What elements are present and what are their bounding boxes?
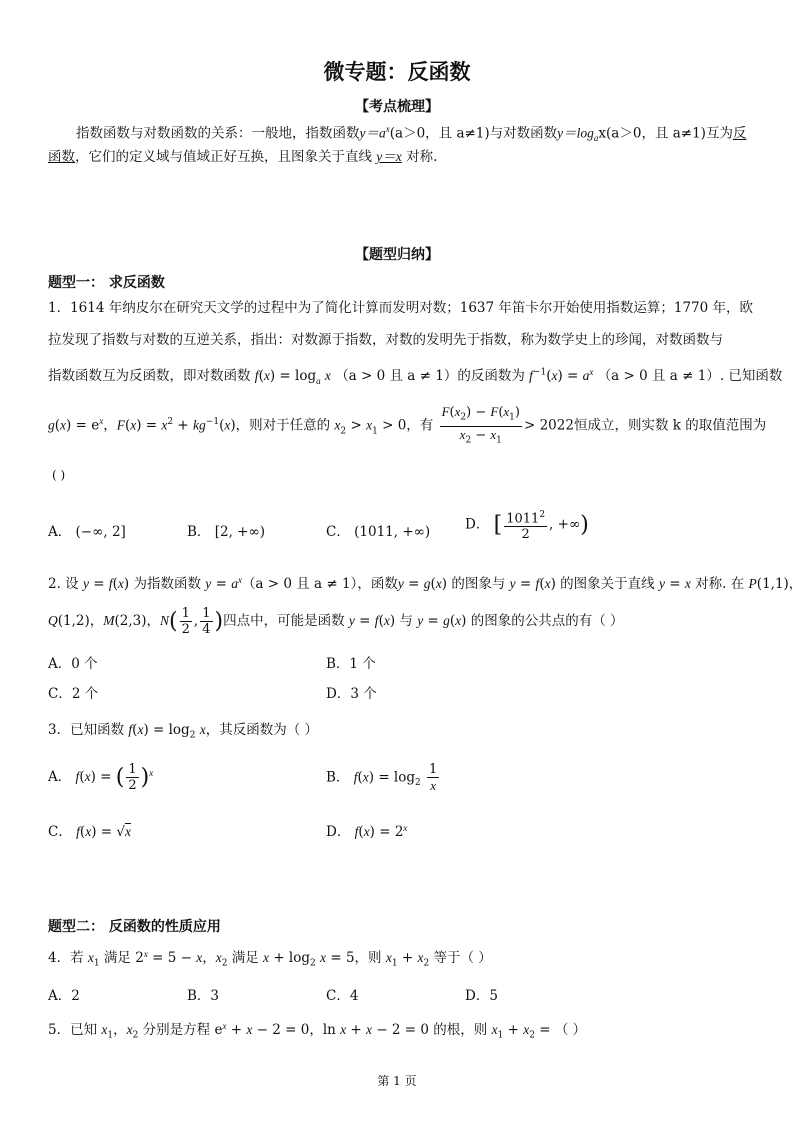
q2-option-c[interactable]: C．2 个: [48, 686, 99, 702]
page-title: 微专题：反函数: [323, 60, 471, 84]
q1-option-d[interactable]: D． [ $\frac{1011^2}{2}$ , +∞): [465, 510, 589, 543]
q3-option-c[interactable]: C． f(x) = √x: [48, 824, 131, 840]
q1-option-c[interactable]: C． (1011, +∞): [326, 524, 431, 540]
q4-option-d[interactable]: D．5: [465, 988, 498, 1004]
q1-line-4: $g(x) = e^x$，$F(x) = x^2 + kg^{-1}(x)$，则对于任意的 $x_2 > x_1 > 0$，有 $\frac{F(x_2) - F(x_1)}{x_2 - x_1}$ > 2022恒成立，则实数 k 的取值范围为: [48, 404, 767, 446]
q2-option-a[interactable]: A．0 个: [48, 656, 98, 672]
q2-option-b[interactable]: B．1 个: [326, 656, 376, 672]
q5-stem: 5．已知 $x_1$，$x_2$ 分别是方程 $e^x + x - 2 = 0$，ln x + x − 2 = 0 的根，则 $x_1 + x_2$ = （ ）: [48, 1020, 587, 1041]
q2-line-1: 2. 设 y = f(x) 为指数函数 $y = a^x(a > 0$ 且 a ≠ 1），函数y = g(x) 的图象与 y = f(x) 的图象关于直线 y = x 对称. 在 P(1,1)，: [48, 574, 802, 592]
q1-line-3: 指数函数互为反函数，即对数函数 $f(x) = \log_a x$ （a > 0 且 a ≠ 1）的反函数为 $f^{-1}(x) = a^x$ （a > 0 且 a ≠ 1）. 已知函数: [48, 366, 783, 386]
intro-line-1: 指数函数与对数函数的关系：一般地，指数函数$y=a^x(a>0$，且 a≠1)与对数函数$y=\log_ax(a>0$，且 a≠1)互为反: [76, 124, 747, 144]
q1-answer-paren: ( ): [52, 468, 66, 482]
q3-stem: 3．已知函数 $f(x) = \log_2 x$，其反函数为（ ）: [48, 722, 319, 741]
q1-option-a[interactable]: A． (−∞, 2]: [48, 524, 126, 540]
q1-option-b[interactable]: B． [2, +∞): [187, 524, 265, 540]
q1-line-1: 1．1614 年纳皮尔在研究天文学的过程中为了简化计算而发明对数；1637 年笛卡尔开始使用指数运算；1770 年，欧: [48, 300, 754, 316]
q4-stem: 4．若 $x_1$ 满足 $2^x = 5 - x$，$x_2$ 满足 $x + \log_2 x = 5$，则 $x_1 + x_2$ 等于（ ）: [48, 948, 492, 969]
question-type-2-heading: 题型二： 反函数的性质应用: [48, 919, 221, 935]
q4-option-a[interactable]: A．2: [48, 988, 80, 1004]
q2-line-2: Q(1,2)，M(2,3)，N( $\frac{1}{2}$ , $\frac{1}{4}$ )四点中，可能是函数 y = f(x) 与 y = g(x) 的图象的公共点的有（ ）: [48, 606, 624, 637]
page-footer: 第 1 页: [377, 1074, 417, 1088]
section-heading-question-types: 【题型归纳】: [355, 247, 439, 263]
intro-line-2: 函数，它们的定义域与值域正好互换，且图象关于直线 y＝x 对称.: [48, 149, 438, 165]
q1-line-2: 拉发现了指数与对数的互逆关系，指出：对数源于指数，对数的发明先于指数，称为数学史上的珍闻，对数函数与: [48, 332, 723, 348]
question-type-1-heading: 题型一： 求反函数: [48, 275, 165, 291]
q4-option-b[interactable]: B．3: [187, 988, 220, 1004]
q3-option-d[interactable]: D． $f(x) = 2^x$: [326, 822, 408, 840]
section-heading-key-points: 【考点梳理】: [355, 99, 439, 115]
q3-option-a[interactable]: A． f(x) = ( $\frac{1}{2}$ )$^x$: [48, 762, 154, 793]
q3-option-b[interactable]: B． $f(x) = \log_2$ $\frac{1}{x}$: [326, 762, 438, 793]
q2-option-d[interactable]: D．3 个: [326, 686, 377, 702]
q4-option-c[interactable]: C．4: [326, 988, 359, 1004]
